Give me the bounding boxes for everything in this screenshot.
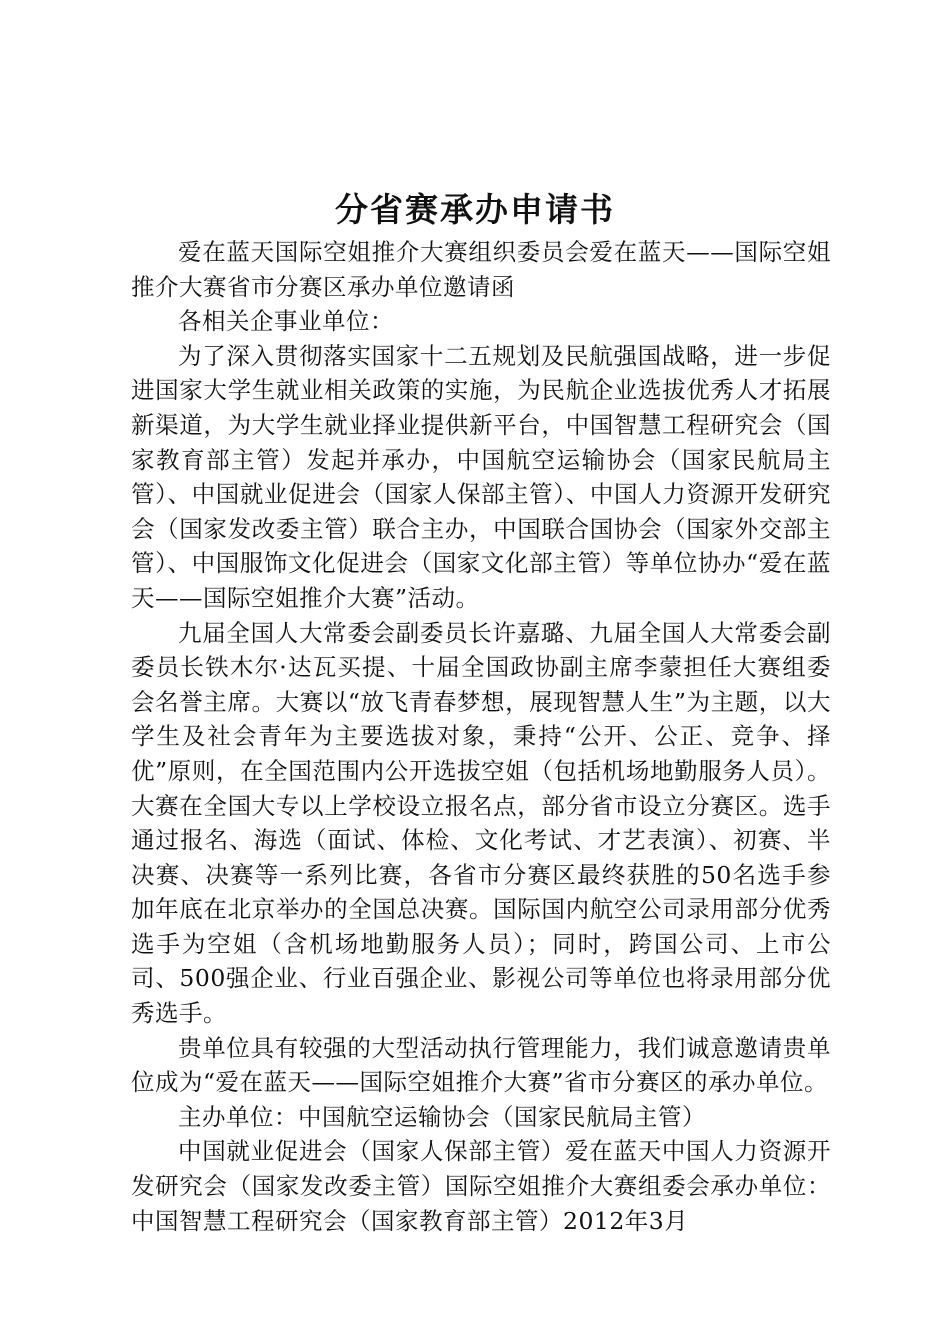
paragraph-intro: 爱在蓝天国际空姐推介大赛组织委员会爱在蓝天——国际空姐推介大赛省市分赛区承办单位邀请函 bbox=[131, 238, 831, 301]
paragraph-co-organizers: 中国就业促进会（国家人保部主管）爱在蓝天中国人力资源开发研究会（国家发改委主管）国际空姐推介大赛组委会承办单位：中国智慧工程研究会（国家教育部主管）2012年3月 bbox=[131, 1137, 831, 1235]
paragraph-salutation: 各相关企事业单位： bbox=[178, 307, 394, 336]
paragraph-purpose: 为了深入贯彻落实国家十二五规划及民航强国战略，进一步促进国家大学生就业相关政策的实施，为民航企业选拔优秀人才拓展新渠道，为大学生就业择业提供新平台，中国智慧工程研究会（国家教育部主管）发起并承办，中国航空运输协会（国家民航局主管）、中国就业促进会（国家人保部主管）、中国人力资源开发研究会（国家发改委主管）联合主办，中国联合国协会（国家外交部主管）、中国服饰文化促进会（国家文化部主管）等单位协办“爱在蓝天——国际空姐推介大赛”活动。 bbox=[131, 341, 831, 612]
paragraph-invitation: 贵单位具有较强的大型活动执行管理能力，我们诚意邀请贵单位成为“爱在蓝天——国际空姐推介大赛”省市分赛区的承办单位。 bbox=[131, 1033, 831, 1097]
paragraph-organizer: 主办单位：中国航空运输协会（国家民航局主管） bbox=[178, 1102, 706, 1131]
document-body bbox=[131, 235, 831, 1238]
paragraph-details: 九届全国人大常委会副委员长许嘉璐、九届全国人大常委会副委员长铁木尔·达瓦买提、十届全国政协副主席李蒙担任大赛组委会名誉主席。大赛以“放飞青春梦想，展现智慧人生”为主题，以大学生及社会青年为主要选拔对象，秉持“公开、公正、竞争、择优”原则，在全国范围内公开选拔空姐（包括机场地勤服务人员）。大赛在全国大专以上学校设立报名点，部分省市设立分赛区。选手通过报名、海选（面试、体检、文化考试、才艺表演）、初赛、半决赛、决赛等一系列比赛，各省市分赛区最终获胜的50名选手参加年底在北京举办的全国总决赛。国际国内航空公司录用部分优秀选手为空姐（含机场地勤服务人员）；同时，跨国公司、上市公司、500强企业、行业百强企业、影视公司等单位也将录用部分优秀选手。 bbox=[131, 618, 831, 1028]
document-title: 分省赛承办申请书 bbox=[335, 190, 615, 229]
